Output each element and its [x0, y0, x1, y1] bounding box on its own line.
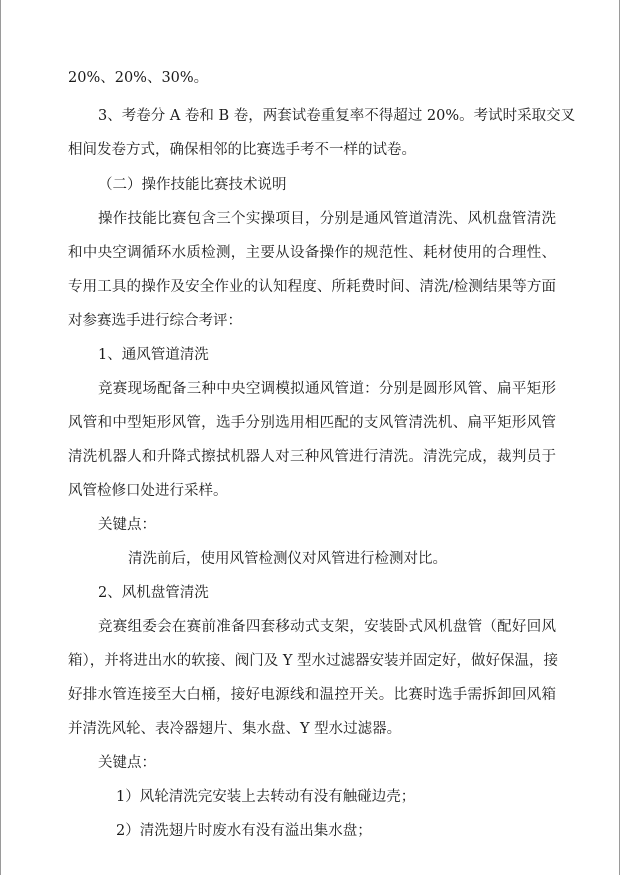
- text-line: 相间发卷方式，确保相邻的比赛选手考不一样的试卷。: [68, 142, 416, 158]
- text-line: 竞赛组委会在赛前准备四套移动式支架，安装卧式风机盘管（配好回风: [98, 619, 556, 635]
- subsection-heading: 1、通风管道清洗: [98, 347, 209, 363]
- text-line: 清洗机器人和升降式擦拭机器人对三种风管进行清洗。清洗完成，裁判员于: [68, 449, 556, 465]
- text-line: 专用工具的操作及安全作业的认知程度、所耗费时间、清洗/检测结果等方面: [68, 279, 556, 295]
- key-points-label: 关键点：: [98, 517, 156, 533]
- text-line: 好排水管连接至大白桶，接好电源线和温控开关。比赛时选手需拆卸回风箱: [68, 687, 556, 703]
- text-line: 对参赛选手进行综合考评：: [68, 313, 242, 329]
- key-point-item: 2）清洗翅片时废水有没有溢出集水盘；: [116, 823, 372, 839]
- key-point-item: 清洗前后，使用风管检测仪对风管进行检测对比。: [128, 551, 447, 567]
- key-points-label: 关键点：: [98, 755, 156, 771]
- text-line: 风管检修口处进行采样。: [68, 483, 228, 499]
- text-line: 竞赛现场配备三种中央空调模拟通风管道：分别是圆形风管、扁平矩形: [98, 381, 556, 397]
- page-left-border: [0, 0, 1, 875]
- key-point-item: 1）风轮清洗完安装上去转动有没有触碰边壳；: [116, 789, 416, 805]
- text-line: 和中央空调循环水质检测，主要从设备操作的规范性、耗材使用的合理性、: [68, 245, 556, 261]
- text-line: 3、考卷分 A 卷和 B 卷，两套试卷重复率不得超过 20%。考试时采取交叉: [98, 108, 576, 124]
- subsection-heading: 2、风机盘管清洗: [98, 585, 209, 601]
- text-line: 风管和中型矩形风管，选手分别选用相匹配的支风管清洗机、扁平矩形风管: [68, 415, 556, 431]
- text-line: 操作技能比赛包含三个实操项目，分别是通风管道清洗、风机盘管清洗: [98, 211, 556, 227]
- text-line: 并清洗风轮、表冷器翅片、集水盘、Y 型水过滤器。: [68, 721, 402, 737]
- section-heading: （二）操作技能比赛技术说明: [98, 177, 287, 193]
- text-line: 20%、20%、30%。: [68, 70, 209, 86]
- text-line: 箱），并将进出水的软接、阀门及 Y 型水过滤器安装并固定好，做好保温，接: [68, 653, 559, 669]
